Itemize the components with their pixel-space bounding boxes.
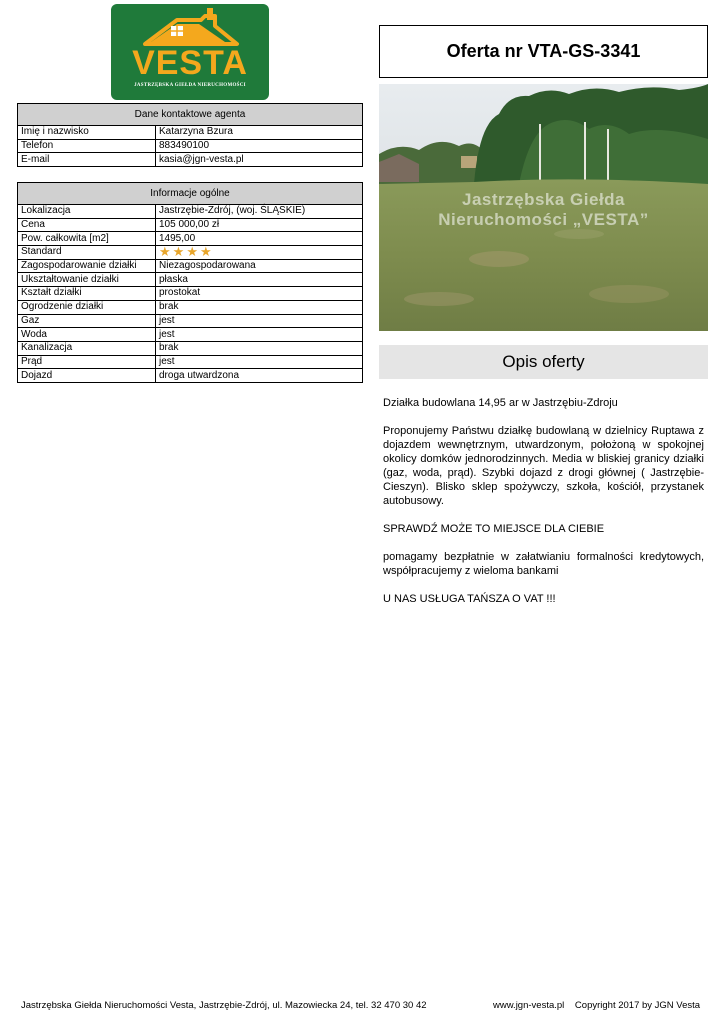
star-icon: ★ [186, 244, 198, 260]
row-value: jest [156, 355, 363, 369]
description-paragraph: SPRAWDŹ MOŻE TO MIEJSCE DLA CIEBIE [383, 523, 605, 535]
general-table-header: Informacje ogólne [18, 183, 363, 205]
row-value: jest [156, 314, 363, 328]
property-photo [379, 84, 708, 331]
agent-phone-value: 883490100 [156, 139, 363, 153]
row-value: brak [156, 341, 363, 355]
description-paragraph: pomagamy bezpłatnie w załatwianiu formalności kredytowych, współpracujemy z wieloma bankami [383, 551, 704, 577]
row-label: Standard [18, 246, 156, 260]
rating-stars [159, 244, 212, 260]
footer-copyright: Copyright 2017 by JGN Vesta [574, 1000, 701, 1011]
row-value: Jastrzębie-Zdrój, (woj. ŚLĄSKIE) [156, 205, 363, 219]
row-label: Imię i nazwisko [18, 126, 156, 140]
row-value: jest [156, 328, 363, 342]
row-label: Gaz [18, 314, 156, 328]
standard-rating [156, 246, 363, 260]
offer-title: Oferta nr VTA-GS-3341 [379, 25, 708, 78]
description-paragraph: Działka budowlana 14,95 ar w Jastrzębiu-Zdroju [383, 397, 618, 409]
row-label: Prąd [18, 355, 156, 369]
table-row [18, 273, 363, 287]
logo-wordmark: VESTA [132, 44, 248, 82]
row-value: prostokat [156, 287, 363, 301]
table-row [18, 314, 363, 328]
table-row [18, 300, 363, 314]
row-label: Kanalizacja [18, 341, 156, 355]
footer-website-link[interactable]: www.jgn-vesta.pl [493, 1000, 565, 1011]
table-row [18, 139, 363, 153]
row-value: droga utwardzona [156, 369, 363, 383]
description-body [383, 396, 704, 620]
agent-name-value: Katarzyna Bzura [156, 126, 363, 140]
star-icon: ★ [159, 244, 171, 260]
row-value: 1495,00 [156, 232, 363, 246]
row-label: Lokalizacja [18, 205, 156, 219]
table-row [18, 328, 363, 342]
table-row [18, 355, 363, 369]
company-logo [111, 4, 269, 100]
row-label: Dojazd [18, 369, 156, 383]
table-row [18, 287, 363, 301]
footer-address: Jastrzębska Giełda Nieruchomości Vesta, Jastrzębie-Zdrój, ul. Mazowiecka 24, tel. 32 470 30 42 [21, 1000, 427, 1011]
description-header: Opis oferty [379, 345, 708, 379]
table-row [18, 126, 363, 140]
table-row [18, 218, 363, 232]
row-value: płaska [156, 273, 363, 287]
row-value: brak [156, 300, 363, 314]
row-label: Ukształtowanie działki [18, 273, 156, 287]
table-row [18, 205, 363, 219]
table-row [18, 259, 363, 273]
row-value: 105 000,00 zł [156, 218, 363, 232]
row-value: Niezagospodarowana [156, 259, 363, 273]
table-row [18, 341, 363, 355]
row-label: Ogrodzenie działki [18, 300, 156, 314]
agent-table-header: Dane kontaktowe agenta [18, 104, 363, 126]
row-label: Cena [18, 218, 156, 232]
star-icon: ★ [199, 244, 212, 260]
row-label: Woda [18, 328, 156, 342]
row-label: Telefon [18, 139, 156, 153]
row-label: Pow. całkowita [m2] [18, 232, 156, 246]
row-label: Kształt działki [18, 287, 156, 301]
row-label: Zagospodarowanie działki [18, 259, 156, 273]
star-icon: ★ [172, 244, 185, 260]
footer-right [493, 1000, 700, 1011]
general-info-table [17, 182, 363, 383]
photo-watermark-line2: Nieruchomości „VESTA” [438, 210, 649, 229]
row-label: E-mail [18, 153, 156, 167]
agent-contact-table [17, 103, 363, 167]
table-row [18, 369, 363, 383]
table-row [18, 153, 363, 167]
description-paragraph: Proponujemy Państwu działkę budowlaną w dzielnicy Ruptawa z dojazdem wewnętrznym, utwardzonym, położoną w spokojnej okolicy domków jednorodzinnych. Media w bliskiej granicy działki (gaz, woda, prąd). Szybki dojazd z drogi głównej ( Jastrzębie-Cieszyn). Blisko sklep spożywczy, szkoła, kościół, przystanek autobusowy. [383, 425, 704, 507]
photo-watermark-line1: Jastrzębska Giełda [461, 190, 626, 209]
description-paragraph: U NAS USŁUGA TAŃSZA O VAT !!! [383, 593, 556, 605]
table-row [18, 246, 363, 260]
logo-subtitle: JASTRZĘBSKA GIEŁDA NIERUCHOMOŚCI [134, 83, 246, 88]
agent-email-value: kasia@jgn-vesta.pl [156, 153, 363, 167]
